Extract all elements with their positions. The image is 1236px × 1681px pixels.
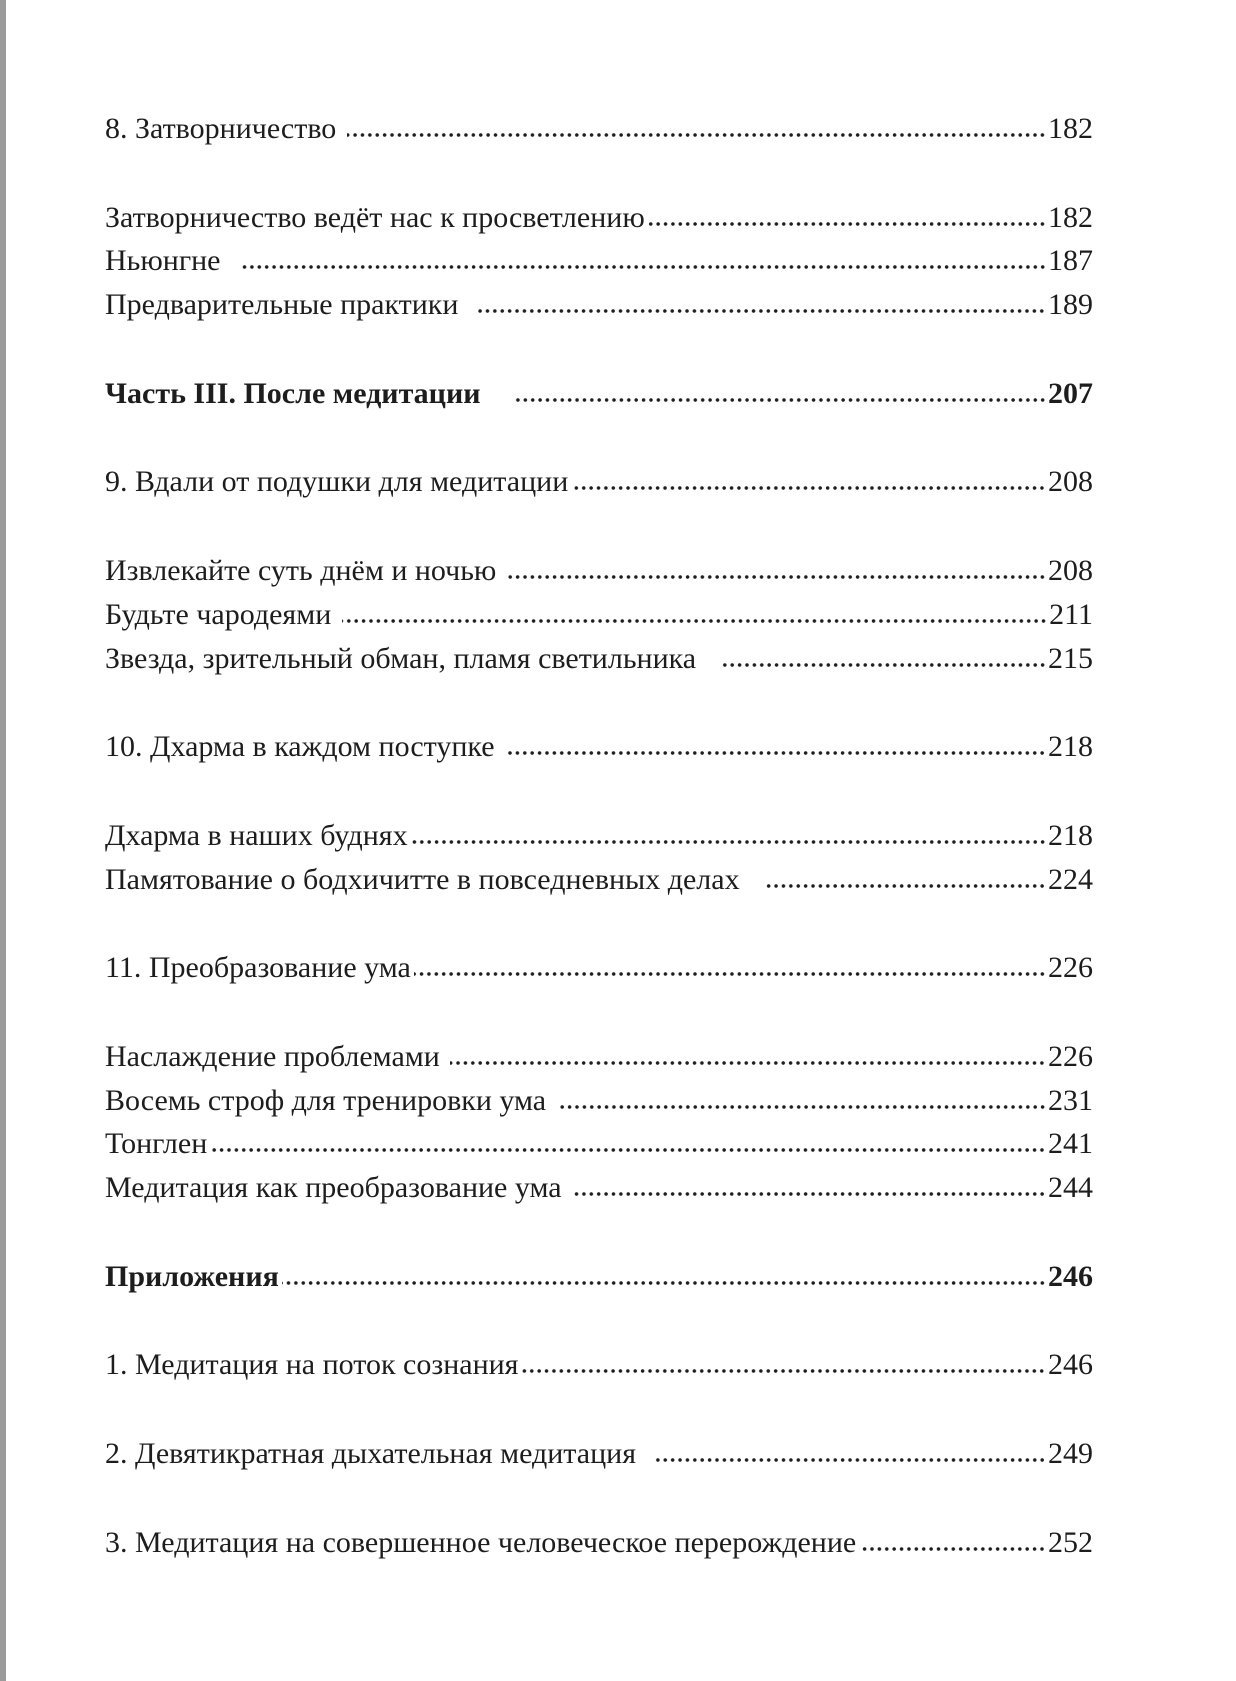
scan-edge-strip — [0, 0, 6, 1681]
dot-leader — [450, 1060, 1046, 1066]
toc-entry-title: Часть III. После медитации — [105, 376, 511, 410]
toc-entry — [105, 1040, 1093, 1084]
toc-entry-title: Восемь строф для тренировки ума — [105, 1083, 554, 1117]
dot-leader — [282, 1280, 1046, 1286]
toc-entry-title: Наслаждение проблемами — [105, 1039, 448, 1073]
toc-entry-page-number: 218 — [1048, 730, 1093, 764]
dot-leader — [654, 1457, 1046, 1463]
toc-block-chapter — [105, 1526, 1093, 1570]
toc-entry — [105, 598, 1093, 642]
dot-leader — [507, 574, 1046, 580]
toc-entry-page-number: 249 — [1048, 1437, 1093, 1471]
toc-entry-title: Предварительные практики — [105, 288, 474, 322]
toc-entry-page-number: 231 — [1048, 1083, 1093, 1117]
toc-entry-page-number: 226 — [1048, 1039, 1093, 1073]
toc-entry-title: Медитация как преобразование ума — [105, 1171, 570, 1204]
toc-entry-title: 11. Преобразование ума — [105, 951, 411, 985]
dot-leader — [571, 485, 1046, 491]
toc-entry-page-number: 208 — [1048, 465, 1093, 499]
toc-entry-page-number: 182 — [1048, 112, 1093, 145]
dot-leader — [411, 839, 1046, 845]
toc-entry — [105, 244, 1093, 288]
toc-entry — [105, 112, 1093, 156]
toc-block-sub — [105, 1040, 1093, 1215]
dot-leader — [239, 264, 1047, 270]
toc-entry — [105, 1260, 1093, 1304]
toc-block-part — [105, 1260, 1093, 1304]
toc-block-chapter — [105, 1348, 1093, 1392]
toc-entry — [105, 554, 1093, 598]
toc-entry-page-number: 211 — [1049, 597, 1093, 631]
toc-block-chapter — [105, 112, 1093, 156]
toc-entry — [105, 951, 1093, 995]
toc-entry — [105, 642, 1093, 686]
toc-entry-page-number: 241 — [1048, 1127, 1093, 1161]
toc-entry — [105, 730, 1093, 774]
toc-entry — [105, 1526, 1093, 1570]
dot-leader — [342, 618, 1047, 624]
toc-entry — [105, 1171, 1093, 1215]
toc-entry — [105, 465, 1093, 509]
dot-leader — [347, 132, 1046, 138]
toc-entry-title: 3. Медитация на совершенное человеческое перерождение — [105, 1525, 857, 1559]
dot-leader — [505, 750, 1046, 756]
toc-entry — [105, 288, 1093, 332]
toc-entry-title: Звезда, зрительный обман, пламя светильника — [105, 641, 719, 675]
toc-block-sub — [105, 554, 1093, 685]
toc-entry-title: 8. Затворничество — [105, 112, 344, 145]
toc-entry-title: 1. Медитация на поток сознания — [105, 1348, 519, 1382]
dot-leader — [648, 221, 1046, 227]
dot-leader — [414, 971, 1046, 977]
dot-leader — [557, 1104, 1046, 1110]
dot-leader — [521, 1368, 1046, 1374]
toc-entry-page-number: 246 — [1048, 1348, 1093, 1382]
toc-entry — [105, 377, 1093, 421]
toc-entry — [105, 863, 1093, 907]
toc-entry — [105, 201, 1093, 245]
toc-entry-title: Ньюнгне — [105, 244, 236, 278]
toc-entry-page-number: 187 — [1048, 244, 1093, 278]
toc-block-sub — [105, 819, 1093, 906]
toc-entry — [105, 1084, 1093, 1128]
toc-block-chapter — [105, 1437, 1093, 1481]
toc-entry — [105, 1437, 1093, 1481]
toc-entry — [105, 819, 1093, 863]
toc-entry-page-number: 182 — [1048, 200, 1093, 234]
toc-entry-title: Дхарма в наших буднях — [105, 818, 408, 852]
toc-entry-page-number: 218 — [1048, 818, 1093, 852]
dot-leader — [476, 308, 1046, 314]
toc-block-chapter — [105, 951, 1093, 995]
dot-leader — [572, 1191, 1046, 1197]
toc-block-sub — [105, 201, 1093, 332]
toc-entry-page-number: 224 — [1048, 862, 1093, 896]
dot-leader — [859, 1546, 1046, 1552]
toc-block-chapter — [105, 465, 1093, 509]
toc-block-chapter — [105, 730, 1093, 774]
toc-entry — [105, 1348, 1093, 1392]
toc-entry-page-number: 215 — [1048, 641, 1093, 675]
table-of-contents — [105, 112, 1093, 1569]
toc-entry-title: Извлекайте суть днём и ночью — [105, 554, 504, 588]
toc-entry-title: Тонглен — [105, 1127, 208, 1161]
toc-entry-page-number: 208 — [1048, 554, 1093, 588]
dot-leader — [514, 397, 1046, 403]
toc-entry-title: Приложения — [105, 1259, 279, 1293]
toc-entry-title: 2. Девятикратная дыхательная медитация — [105, 1437, 652, 1471]
toc-entry-title: Будьте чародеями — [105, 597, 339, 631]
toc-entry-page-number: 246 — [1048, 1259, 1093, 1293]
toc-block-part — [105, 377, 1093, 421]
toc-entry — [105, 1127, 1093, 1171]
toc-entry-page-number: 207 — [1048, 376, 1093, 410]
dot-leader — [722, 662, 1046, 668]
toc-entry-title: Памятование о бодхичитте в повседневных делах — [105, 862, 763, 896]
toc-entry-title: Затворничество ведёт нас к просветлению — [105, 200, 645, 234]
toc-entry-page-number: 244 — [1048, 1171, 1093, 1204]
dot-leader — [765, 883, 1046, 889]
toc-entry-page-number: 226 — [1048, 951, 1093, 985]
toc-entry-title: 10. Дхарма в каждом поступке — [105, 730, 503, 764]
toc-entry-title: 9. Вдали от подушки для медитации — [105, 465, 569, 499]
toc-entry-page-number: 252 — [1048, 1525, 1093, 1559]
toc-entry-page-number: 189 — [1048, 288, 1093, 322]
dot-leader — [210, 1147, 1046, 1153]
